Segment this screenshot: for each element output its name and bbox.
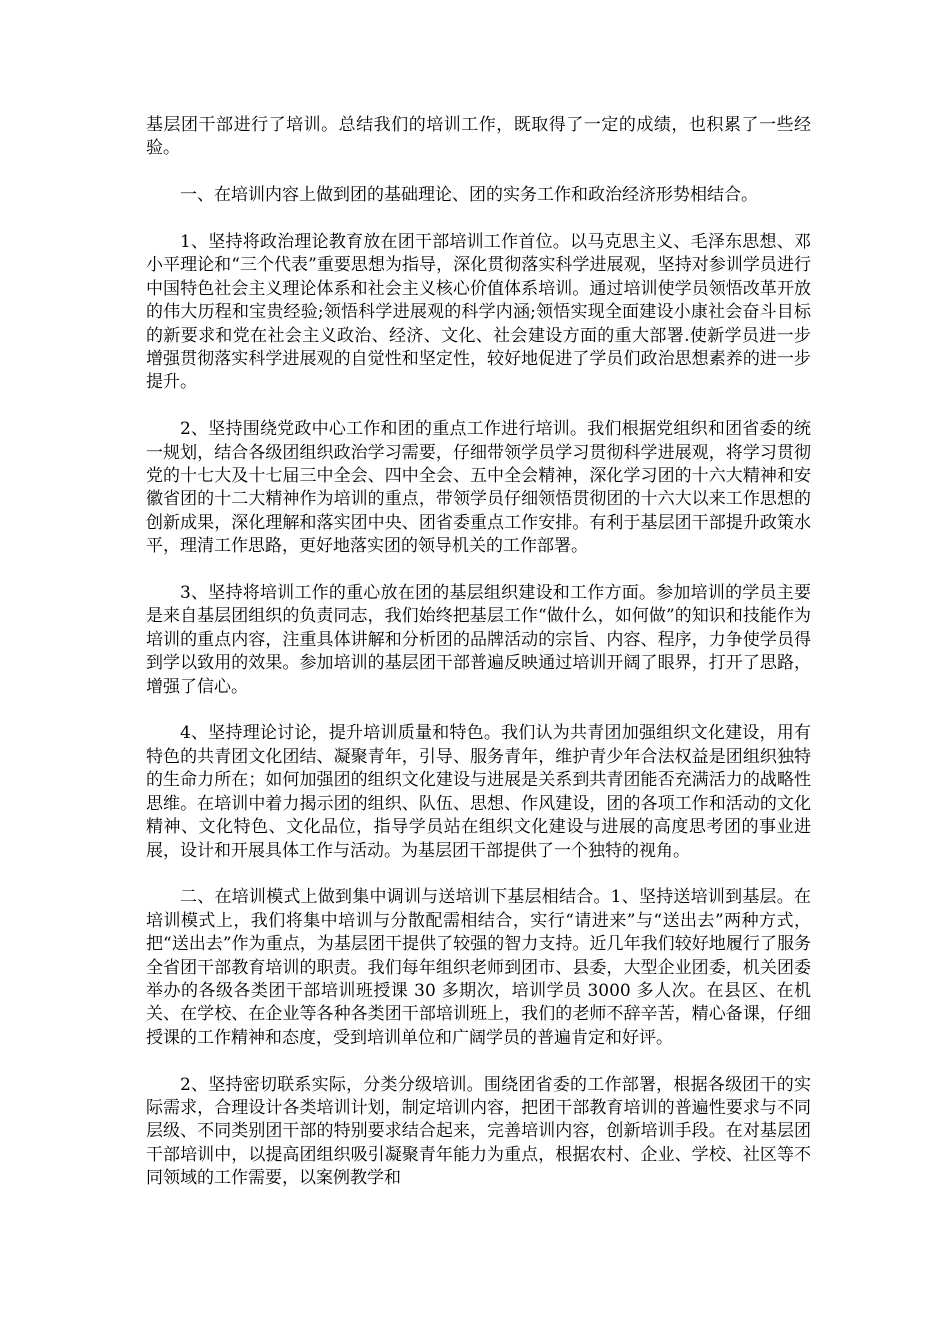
paragraph-item-1: 1、坚持将政治理论教育放在团干部培训工作首位。以马克思主义、毛泽东思想、邓小平理论和“三个代表”重要思想为指导，深化贯彻落实科学进展观，坚持对参训学员进行中国特色社会主义理论体系和社会主义核心价值体系培训。通过培训使学员领悟改革开放的伟大历程和宝贵经验;领悟科学进展观的科学内涵;领悟实现全面建设小康社会奋斗目标的新要求和党在社会主义政治、经济、文化、社会建设方面的重大部署.使新学员进一步增强贯彻落实科学进展观的自觉性和坚定性，较好地促进了学员们政治思想素养的进一步提升。 [146,232,811,393]
paragraph-section-two: 二、在培训模式上做到集中调训与送培训下基层相结合。1、坚持送培训到基层。在培训模式上，我们将集中培训与分散配需相结合，实行“请进来”与“送出去”两种方式，把“送出去”作为重点，为基层团干提供了较强的智力支持。近几年我们较好地履行了服务全省团干部教育培训的职责。我们每年组织老师到团市、县委，大型企业团委，机关团委举办的各级各类团干部培训班授课 30 多期次，培训学员 3000 多人次。在县区、在机关、在学校、在企业等各种各类团干部培训班上，我们的老师不辞辛苦，精心备课，仔细授课的工作精神和态度，受到培训单位和广阔学员的普遍肯定和好评。 [146,887,811,1048]
document-body [146,114,811,1214]
paragraph-item-3: 3、坚持将培训工作的重心放在团的基层组织建设和工作方面。参加培训的学员主要是来自基层团组织的负责同志，我们始终把基层工作“做什么，如何做”的知识和技能作为培训的重点内容，注重具体讲解和分析团的品牌活动的宗旨、内容、程序，力争使学员得到学以致用的效果。参加培训的基层团干部普遍反映通过培训开阔了眼界，打开了思路，增强了信心。 [146,583,811,697]
paragraph-continuation: 基层团干部进行了培训。总结我们的培训工作，既取得了一定的成绩，也积累了一些经验。 [146,115,811,159]
paragraph-section-one-heading: 一、在培训内容上做到团的基础理论、团的实务工作和政治经济形势相结合。 [180,185,758,206]
paragraph-item-4: 4、坚持理论讨论，提升培训质量和特色。我们认为共青团加强组织文化建设，用有特色的共青团文化团结、凝聚青年，引导、服务青年，维护青少年合法权益是团组织独特的生命力所在；如何加强团的组织文化建设与进展是关系到共青团能否充满活力的战略性思维。在培训中着力揭示团的组织、队伍、思想、作风建设，团的各项工作和活动的文化精神、文化特色、文化品位，指导学员站在组织文化建设与进展的高度思考团的事业进展，设计和开展具体工作与活动。为基层团干部提供了一个独特的视角。 [146,723,811,861]
paragraph-section-two-item-2: 2、坚持密切联系实际，分类分级培训。围绕团省委的工作部署，根据各级团干的实际需求，合理设计各类培训计划，制定培训内容，把团干部教育培训的普遍性要求与不同层级、不同类别团干部的特别要求结合起来，完善培训内容，创新培训手段。在对基层团干部培训中，以提高团组织吸引凝聚青年能力为重点，根据农村、企业、学校、社区等不同领域的工作需要，以案例教学和 [146,1074,811,1189]
paragraph-item-2: 2、坚持围绕党政中心工作和团的重点工作进行培训。我们根据党组织和团省委的统一规划，结合各级团组织政治学习需要，仔细带领学员学习贯彻科学进展观，将学习贯彻党的十七大及十七届三中全会、四中全会、五中全会精神，深化学习团的十六大精神和安徽省团的十二大精神作为培训的重点，带领学员仔细领悟贯彻团的十六大以来工作思想的创新成果，深化理解和落实团中央、团省委重点工作安排。有利于基层团干部提升政策水平，理清工作思路，更好地落实团的领导机关的工作部署。 [146,419,811,557]
